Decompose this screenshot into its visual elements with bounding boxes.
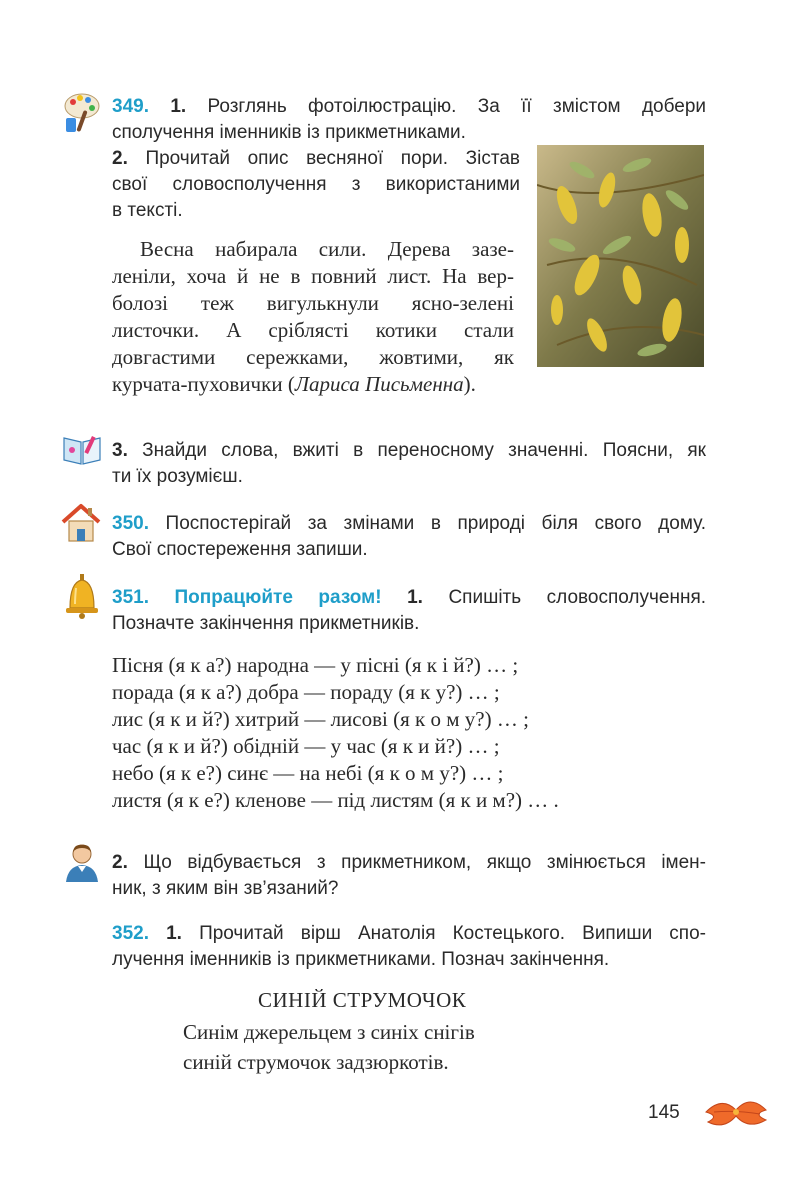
phrase-line: час (я к и й?) обідній — у час (я к и й?) … ; [112, 734, 500, 758]
ex351-part2-line1 [112, 850, 706, 876]
phrase-line: листя (я к е?) кленове — під листям (я к и м?) … . [112, 788, 559, 812]
text-line: довгастими сережками, жовтими, як [112, 345, 514, 369]
ex349-part2-line1 [112, 146, 520, 172]
instruction-text: ник, з яким він зв’язаний? [112, 878, 339, 899]
phrase-line: порада (я к а?) добра — пораду (я к у?) … ; [112, 680, 500, 704]
part-number: 1. [166, 923, 182, 944]
text-last-line [112, 371, 514, 398]
instruction-text: Знайди слова, вжиті в переносному значенні. Поясни, як [142, 440, 706, 461]
exercise-heading: Попрацюйте разом! [174, 587, 382, 608]
instruction-text: Спишіть словосполучення. [448, 587, 707, 608]
exercise-number: 350. [112, 513, 149, 534]
exercise-number: 349. [112, 96, 149, 117]
bell-icon [62, 572, 102, 620]
page-number: 145 [648, 1102, 680, 1123]
poem-line: синій струмочок задзюркотів. [183, 1050, 449, 1074]
instruction-text: Свої спостереження запиши. [112, 539, 368, 560]
instruction-text: Прочитай опис весняної пори. Зістав [145, 148, 520, 169]
text-line: Весна набирала сили. Дерева зазе- [140, 237, 514, 261]
instruction-text: Поспостерігай за змінами в природі біля свого дому. [165, 513, 706, 534]
instruction-text: Розглянь фотоілюстрацію. За її змістом добери [207, 96, 707, 117]
instruction-text: свої словосполучення з використаними [112, 174, 520, 195]
text-line: листочки. А сріблясті котики стали [112, 318, 514, 342]
leaf-ornament-icon [702, 1090, 770, 1134]
ex350-line1 [112, 511, 706, 537]
instruction-text: лучення іменників із прикметниками. Познач закінчення. [112, 949, 610, 970]
palette-brush-icon [60, 88, 104, 136]
exercise-number: 352. [112, 923, 149, 944]
ex349-line1 [112, 94, 706, 120]
part-number: 1. [407, 587, 423, 608]
book-pencil-icon [62, 434, 102, 466]
text-line: болозі теж вигулькнули ясно-зелені [112, 291, 514, 315]
person-icon [62, 842, 102, 884]
instruction-text: Позначте закінчення прикметників. [112, 613, 420, 634]
text-line: ). [463, 372, 476, 396]
instruction-text: в тексті. [112, 200, 183, 221]
poem-line: Синім джерельцем з синіх снігів [183, 1020, 475, 1044]
phrase-line: небо (я к е?) синє — на небі (я к о м у?) … ; [112, 761, 504, 785]
ex351-line1 [112, 585, 706, 611]
text-line: курчата-пуховички ( [112, 372, 295, 396]
phrase-line: лис (я к и й?) хитрий — лисові (я к о м у?) … ; [112, 707, 529, 731]
ex349-part3-line1 [112, 438, 706, 464]
author-name: Лариса Письменна [294, 372, 464, 396]
ex352-line1 [112, 921, 706, 947]
part-number: 1. [170, 96, 187, 117]
part-number: 2. [112, 148, 128, 169]
exercise-number: 351. [112, 587, 149, 608]
house-icon [60, 502, 102, 544]
text-line: леніли, хоча й не в повний лист. На вер- [112, 264, 514, 288]
phrase-line: Пісня (я к а?) народна — у пісні (я к і й?) … ; [112, 653, 519, 677]
instruction-text: Прочитай вірш Анатолія Костецького. Випиши спо- [199, 923, 706, 944]
part-number: 2. [112, 852, 128, 873]
willow-catkins-photo [537, 145, 704, 367]
part-number: 3. [112, 440, 128, 461]
instruction-text: сполучення іменників із прикметниками. [112, 122, 466, 143]
poem-title: СИНІЙ СТРУМОЧОК [258, 988, 467, 1012]
instruction-text: ти їх розумієш. [112, 466, 243, 487]
instruction-text: Що відбувається з прикметником, якщо змінюється імен- [143, 852, 706, 873]
